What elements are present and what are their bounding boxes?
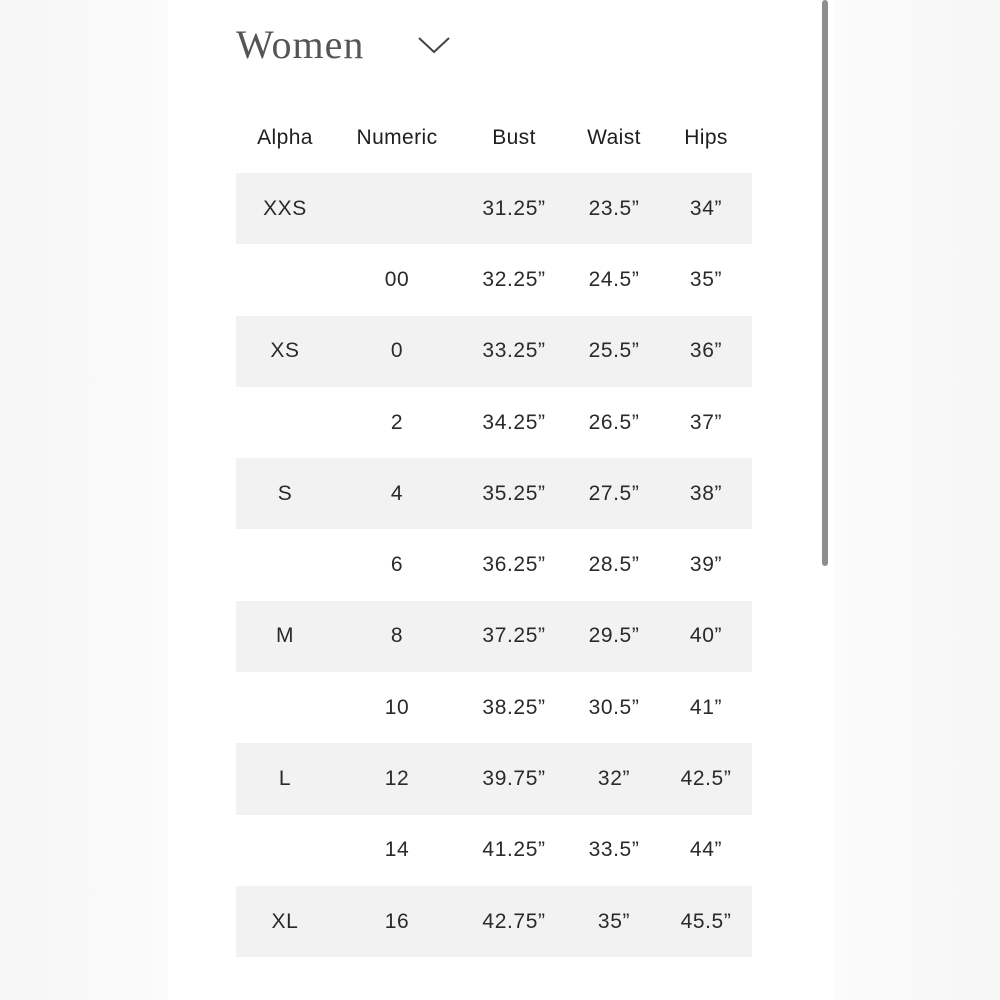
column-header-bust: Bust [492, 125, 536, 149]
cell-hips: 37” [689, 410, 723, 434]
cell-numeric: 00 [384, 267, 410, 291]
scrollbar-thumb[interactable] [822, 0, 828, 566]
cell-waist: 32” [597, 767, 631, 791]
cell-hips: 41” [689, 695, 723, 719]
cell-bust: 31.25” [482, 196, 546, 220]
column-header-waist: Waist [587, 125, 641, 149]
cell-hips: 42.5” [680, 767, 732, 791]
table-row [236, 815, 752, 886]
cell-bust: 35.25” [482, 481, 546, 505]
cell-bust: 34.25” [482, 410, 546, 434]
cell-hips: 38” [689, 481, 723, 505]
cell-bust: 36.25” [482, 553, 546, 577]
cell-alpha: S [277, 481, 293, 505]
table-row [236, 601, 752, 672]
cell-numeric: 16 [384, 909, 410, 933]
cell-alpha: XS [270, 339, 300, 363]
cell-hips: 44” [689, 838, 723, 862]
cell-waist: 28.5” [588, 553, 640, 577]
cell-numeric: 10 [384, 695, 410, 719]
table-row [236, 672, 752, 743]
cell-bust: 41.25” [482, 838, 546, 862]
size-table [236, 102, 752, 957]
cell-hips: 45.5” [680, 909, 732, 933]
right-backdrop [834, 0, 1000, 1000]
cell-numeric: 2 [390, 410, 404, 434]
table-body [236, 173, 752, 957]
cell-bust: 33.25” [482, 339, 546, 363]
cell-bust: 32.25” [482, 267, 546, 291]
cell-waist: 23.5” [588, 196, 640, 220]
cell-waist: 33.5” [588, 838, 640, 862]
table-row [236, 244, 752, 315]
cell-numeric: 8 [390, 624, 404, 648]
cell-alpha: M [275, 624, 295, 648]
cell-waist: 29.5” [588, 624, 640, 648]
column-header-numeric: Numeric [356, 125, 438, 149]
cell-waist: 35” [597, 909, 631, 933]
table-row [236, 387, 752, 458]
cell-bust: 38.25” [482, 695, 546, 719]
table-row [236, 886, 752, 957]
cell-hips: 36” [689, 339, 723, 363]
cell-numeric: 6 [390, 553, 404, 577]
cell-hips: 40” [689, 624, 723, 648]
column-header-hips: Hips [684, 125, 728, 149]
table-row [236, 743, 752, 814]
category-selector[interactable] [236, 16, 452, 72]
cell-bust: 37.25” [482, 624, 546, 648]
column-header-alpha: Alpha [257, 125, 313, 149]
cell-numeric: 12 [384, 767, 410, 791]
table-row [236, 316, 752, 387]
cell-waist: 25.5” [588, 339, 640, 363]
cell-waist: 30.5” [588, 695, 640, 719]
cell-bust: 39.75” [482, 767, 546, 791]
cell-hips: 34” [689, 196, 723, 220]
table-header-row [236, 102, 752, 173]
cell-bust: 42.75” [482, 909, 546, 933]
cell-alpha: XL [271, 909, 299, 933]
table-row [236, 173, 752, 244]
chevron-down-icon[interactable] [416, 33, 452, 55]
table-row [236, 458, 752, 529]
cell-alpha: L [278, 767, 292, 791]
category-title: Women [236, 21, 365, 67]
cell-alpha: XXS [263, 196, 307, 220]
cell-numeric: 0 [390, 339, 404, 363]
cell-hips: 39” [689, 553, 723, 577]
cell-waist: 24.5” [588, 267, 640, 291]
cell-waist: 27.5” [588, 481, 640, 505]
cell-waist: 26.5” [588, 410, 640, 434]
left-backdrop [0, 0, 168, 1000]
cell-numeric: 4 [390, 481, 404, 505]
cell-numeric: 14 [384, 838, 410, 862]
cell-hips: 35” [689, 267, 723, 291]
table-row [236, 529, 752, 600]
